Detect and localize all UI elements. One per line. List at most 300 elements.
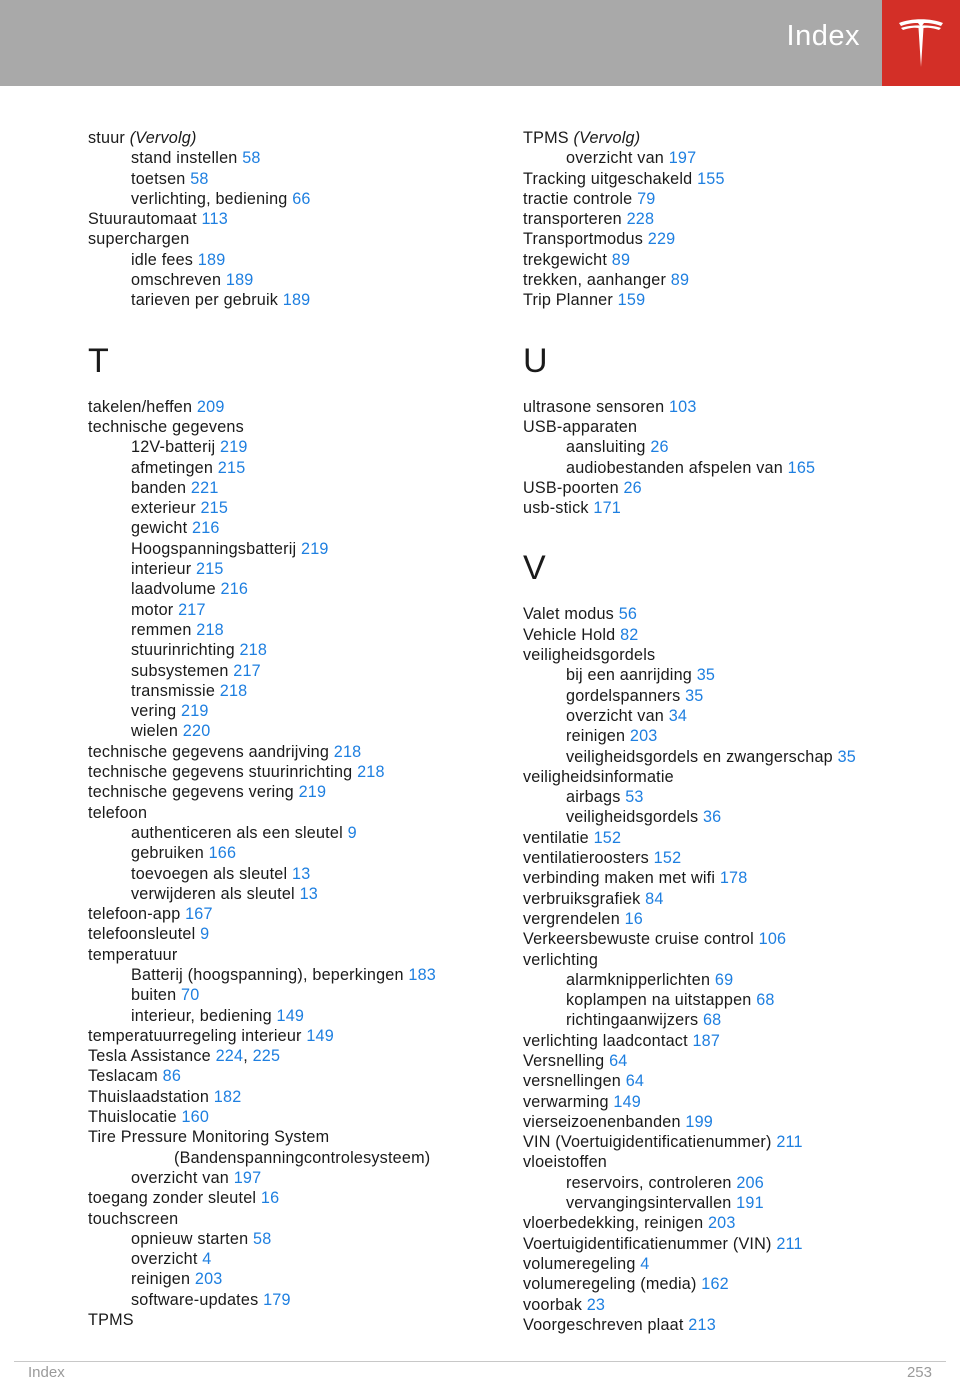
page-link[interactable]: 189 bbox=[282, 291, 311, 310]
index-subentry bbox=[523, 706, 943, 726]
page-link[interactable]: 197 bbox=[668, 149, 697, 168]
index-term: VIN (Voertuigidentificatienummer) bbox=[523, 1133, 772, 1152]
index-term: verlichting, bediening bbox=[131, 189, 288, 208]
index-entry bbox=[523, 1112, 943, 1132]
index-term: stuur bbox=[88, 129, 125, 147]
index-term: voorbak bbox=[523, 1295, 582, 1314]
index-subentry bbox=[88, 721, 498, 741]
index-subentry bbox=[88, 843, 498, 863]
index-term: motor bbox=[131, 600, 174, 619]
page-link[interactable]: 189 bbox=[225, 271, 254, 290]
index-subentry bbox=[523, 787, 943, 807]
page-link[interactable]: 4 bbox=[640, 1254, 650, 1273]
page-link[interactable]: 171 bbox=[593, 499, 621, 518]
page-link[interactable]: 68 bbox=[702, 1011, 722, 1030]
index-term: Tracking uitgeschakeld bbox=[523, 169, 693, 188]
page-link[interactable]: 216 bbox=[220, 580, 249, 599]
index-entry bbox=[523, 270, 943, 290]
page-link[interactable]: 35 bbox=[685, 686, 704, 705]
index-subentry bbox=[523, 437, 943, 457]
page-link[interactable]: 9 bbox=[347, 823, 357, 842]
index-term: aansluiting bbox=[566, 438, 646, 457]
page-link[interactable]: 35 bbox=[696, 666, 716, 685]
index-term: stand instellen bbox=[131, 149, 238, 168]
index-term: banden bbox=[131, 478, 187, 497]
index-term: stuurinrichting bbox=[131, 641, 235, 660]
index-subentry bbox=[88, 1148, 498, 1168]
page-link[interactable]: 70 bbox=[181, 986, 200, 1005]
index-entry bbox=[523, 250, 943, 270]
index-term: wielen bbox=[131, 722, 179, 741]
index-entry: Tesla Assistance 224, 225 bbox=[88, 1047, 281, 1066]
index-term: technische gegevens stuurinrichting bbox=[88, 763, 353, 782]
page-link[interactable]: 89 bbox=[670, 271, 690, 290]
index-term: remmen bbox=[131, 620, 192, 639]
index-subentry bbox=[88, 458, 498, 478]
index-term: superchargen bbox=[88, 230, 190, 249]
page-link[interactable]: 160 bbox=[181, 1108, 210, 1127]
index-term: volumeregeling (media) bbox=[523, 1275, 697, 1294]
index-subentry bbox=[88, 437, 498, 457]
index-entry bbox=[88, 417, 498, 437]
page-link[interactable]: 219 bbox=[298, 783, 327, 802]
index-term: exterieur bbox=[131, 499, 196, 518]
index-term: ultrasone sensoren bbox=[523, 397, 665, 416]
index-term: tarieven per gebruik bbox=[131, 291, 279, 310]
index-term: verlichting bbox=[523, 950, 599, 969]
index-entry bbox=[88, 803, 498, 823]
index-entry bbox=[523, 1234, 943, 1254]
index-subentry bbox=[88, 270, 498, 290]
index-term: vloeistoffen bbox=[523, 1153, 607, 1172]
page-link[interactable]: 224 bbox=[215, 1047, 244, 1066]
index-term: Verkeersbewuste cruise control bbox=[523, 930, 754, 949]
index-subentry bbox=[523, 990, 943, 1010]
index-term: tractie controle bbox=[523, 189, 633, 208]
index-subentry bbox=[88, 1249, 498, 1269]
page-link[interactable]: 26 bbox=[650, 438, 669, 457]
index-entry bbox=[523, 645, 943, 665]
index-term: verlichting laadcontact bbox=[523, 1031, 688, 1050]
page-link[interactable]: 211 bbox=[776, 1133, 803, 1152]
page-link[interactable]: 113 bbox=[201, 210, 228, 229]
index-term: bij een aanrijding bbox=[566, 666, 692, 685]
index-entry bbox=[88, 1127, 498, 1147]
page-link[interactable]: 209 bbox=[196, 397, 225, 416]
index-entry bbox=[523, 229, 943, 249]
page-link[interactable]: 4 bbox=[202, 1250, 212, 1269]
page-link[interactable]: 197 bbox=[233, 1168, 262, 1187]
page-link[interactable]: 218 bbox=[357, 763, 385, 782]
index-entry bbox=[523, 169, 943, 189]
index-term: touchscreen bbox=[88, 1209, 179, 1228]
index-entry bbox=[88, 1087, 498, 1107]
index-subentry bbox=[523, 970, 943, 990]
index-term: USB-apparaten bbox=[523, 417, 638, 436]
page-link[interactable]: 149 bbox=[306, 1026, 334, 1045]
page-link[interactable]: 178 bbox=[719, 869, 748, 888]
page-link[interactable]: 211 bbox=[776, 1234, 803, 1253]
index-term: Transportmodus bbox=[523, 230, 644, 249]
index-term: Tesla Assistance bbox=[88, 1047, 211, 1066]
index-subentry bbox=[88, 148, 498, 168]
index-term: authenticeren als een sleutel bbox=[131, 823, 343, 842]
index-term: Hoogspanningsbatterij bbox=[131, 539, 297, 558]
page-link[interactable]: 84 bbox=[645, 889, 664, 908]
footer-divider bbox=[14, 1361, 946, 1362]
index-term: gewicht bbox=[131, 519, 188, 538]
page-link[interactable]: 216 bbox=[192, 519, 220, 538]
index-term: overzicht bbox=[131, 1250, 198, 1269]
index-term: Trip Planner bbox=[523, 291, 613, 310]
page-link[interactable]: 213 bbox=[688, 1315, 716, 1334]
index-subentry bbox=[88, 1229, 498, 1249]
index-term: richtingaanwijzers bbox=[566, 1011, 699, 1030]
index-entry bbox=[88, 762, 498, 782]
continued-label: (Vervolg) bbox=[573, 129, 641, 147]
index-subentry bbox=[523, 807, 943, 827]
index-term: vloerbedekking, reinigen bbox=[523, 1214, 704, 1233]
index-subentry bbox=[523, 1173, 943, 1193]
page-link[interactable]: 149 bbox=[613, 1092, 641, 1111]
index-subentry bbox=[88, 640, 498, 660]
index-term: reservoirs, controleren bbox=[566, 1173, 732, 1192]
index-term: 12V-batterij bbox=[131, 438, 216, 457]
index-subentry bbox=[88, 1006, 498, 1026]
index-term: temperatuurregeling interieur bbox=[88, 1026, 302, 1045]
index-entry bbox=[523, 1295, 943, 1315]
page-link[interactable]: 9 bbox=[200, 925, 210, 944]
index-entry bbox=[523, 397, 943, 417]
index-column-left bbox=[88, 128, 498, 1330]
index-term: Teslacam bbox=[88, 1067, 158, 1086]
page-link[interactable]: 103 bbox=[668, 397, 697, 416]
index-term: interieur bbox=[131, 560, 192, 579]
index-entry bbox=[88, 1066, 498, 1086]
page-link[interactable]: 155 bbox=[697, 169, 725, 188]
page-link[interactable]: 64 bbox=[625, 1072, 645, 1091]
index-subentry bbox=[523, 686, 943, 706]
index-entry bbox=[523, 498, 943, 518]
index-subentry bbox=[88, 478, 498, 498]
index-entry bbox=[523, 128, 943, 148]
page-link[interactable]: 152 bbox=[653, 849, 682, 868]
page-link[interactable]: 35 bbox=[837, 747, 856, 766]
index-term: veiligheidsgordels bbox=[523, 646, 656, 665]
index-term: technische gegevens bbox=[88, 417, 244, 436]
index-entry bbox=[88, 945, 498, 965]
page-link[interactable]: 34 bbox=[668, 706, 688, 725]
index-entry bbox=[88, 209, 498, 229]
page-link[interactable]: 218 bbox=[333, 742, 362, 761]
page-link[interactable]: 58 bbox=[242, 149, 261, 168]
footer-page-number: 253 bbox=[906, 1364, 932, 1381]
index-entry bbox=[523, 478, 943, 498]
page-link[interactable]: 165 bbox=[787, 458, 816, 477]
index-term: opnieuw starten bbox=[131, 1229, 249, 1248]
page-link[interactable]: 162 bbox=[701, 1275, 729, 1294]
index-term: overzicht van bbox=[566, 149, 664, 168]
index-entry bbox=[523, 189, 943, 209]
index-entry bbox=[88, 904, 498, 924]
continued-label: (Vervolg) bbox=[129, 129, 197, 147]
index-subentry bbox=[88, 661, 498, 681]
page-link[interactable]: 215 bbox=[200, 499, 229, 518]
index-entry bbox=[523, 290, 943, 310]
index-entry bbox=[523, 1051, 943, 1071]
index-term: Stuurautomaat bbox=[88, 210, 197, 229]
index-entry bbox=[523, 1071, 943, 1091]
index-subentry bbox=[88, 579, 498, 599]
page-link[interactable]: 13 bbox=[292, 864, 311, 883]
index-subentry bbox=[88, 965, 498, 985]
index-entry bbox=[523, 889, 943, 909]
index-term: vergrendelen bbox=[523, 909, 620, 928]
page-link[interactable]: 203 bbox=[194, 1270, 223, 1289]
index-term: gordelspanners bbox=[566, 686, 681, 705]
index-term: veiligheidsinformatie bbox=[523, 767, 674, 786]
index-entry bbox=[523, 1031, 943, 1051]
page-link[interactable]: 203 bbox=[707, 1214, 736, 1233]
page-link[interactable]: 68 bbox=[756, 991, 775, 1010]
index-term: telefoonsleutel bbox=[88, 925, 196, 944]
index-entry bbox=[523, 209, 943, 229]
index-term: interieur, bediening bbox=[131, 1006, 272, 1025]
index-subentry bbox=[88, 884, 498, 904]
index-term: Versnelling bbox=[523, 1051, 605, 1070]
index-term: trekgewicht bbox=[523, 250, 608, 269]
index-subentry bbox=[88, 985, 498, 1005]
page-link[interactable]: 89 bbox=[611, 250, 631, 269]
index-term: audiobestanden afspelen van bbox=[566, 458, 783, 477]
page-link[interactable]: 82 bbox=[620, 625, 639, 644]
index-entry bbox=[523, 848, 943, 868]
index-entry bbox=[88, 782, 498, 802]
index-term: airbags bbox=[566, 788, 621, 807]
index-term: ventilatieroosters bbox=[523, 849, 649, 868]
index-term: reinigen bbox=[131, 1270, 191, 1289]
index-column-right bbox=[523, 128, 943, 1335]
index-term: transmissie bbox=[131, 681, 216, 700]
index-term: alarmknipperlichten bbox=[566, 970, 711, 989]
page-link[interactable]: 26 bbox=[623, 478, 642, 497]
index-subentry bbox=[523, 747, 943, 767]
index-term: reinigen bbox=[566, 727, 626, 746]
index-subentry bbox=[88, 539, 498, 559]
index-subentry bbox=[523, 148, 943, 168]
index-term: transporteren bbox=[523, 210, 622, 229]
index-entry bbox=[523, 1213, 943, 1233]
index-entry bbox=[88, 128, 498, 148]
page-link[interactable]: 53 bbox=[625, 788, 644, 807]
index-term: subsystemen bbox=[131, 661, 229, 680]
index-subentry bbox=[523, 665, 943, 685]
index-entry bbox=[523, 767, 943, 787]
page-link[interactable]: 217 bbox=[233, 661, 261, 680]
index-entry bbox=[88, 1107, 498, 1127]
page-link[interactable]: 66 bbox=[292, 189, 311, 208]
page-link[interactable]: 167 bbox=[185, 905, 213, 924]
index-term: temperatuur bbox=[88, 945, 178, 964]
index-subentry bbox=[88, 823, 498, 843]
index-term: Thuislocatie bbox=[88, 1108, 177, 1127]
page-link[interactable]: 152 bbox=[593, 828, 622, 847]
page-link[interactable]: 16 bbox=[260, 1189, 280, 1208]
index-subentry bbox=[88, 1269, 498, 1289]
section-letter: T bbox=[88, 341, 109, 380]
index-entry bbox=[523, 625, 943, 645]
page-link[interactable]: 191 bbox=[736, 1194, 764, 1213]
page-link[interactable]: 219 bbox=[220, 438, 248, 457]
page-link[interactable]: 183 bbox=[408, 965, 436, 984]
index-term: Voertuigidentificatienummer (VIN) bbox=[523, 1234, 772, 1253]
index-term: verbruiksgrafiek bbox=[523, 889, 641, 908]
index-entry bbox=[88, 1026, 498, 1046]
index-subentry bbox=[523, 1193, 943, 1213]
index-term: veiligheidsgordels en zwangerschap bbox=[566, 747, 833, 766]
page-link[interactable]: 179 bbox=[263, 1290, 291, 1309]
index-entry bbox=[523, 868, 943, 888]
page-link[interactable]: 206 bbox=[736, 1173, 764, 1192]
page-link[interactable]: 218 bbox=[239, 641, 268, 660]
page-link[interactable]: 149 bbox=[276, 1006, 305, 1025]
index-term: verbinding maken met wifi bbox=[523, 869, 716, 888]
page-link[interactable]: 79 bbox=[637, 189, 656, 208]
index-entry bbox=[523, 1254, 943, 1274]
index-entry bbox=[88, 1209, 498, 1229]
page-link[interactable]: 58 bbox=[190, 169, 209, 188]
page-link[interactable]: 219 bbox=[181, 702, 209, 721]
page-link[interactable]: 182 bbox=[213, 1087, 242, 1106]
index-entry bbox=[523, 1132, 943, 1152]
index-term: technische gegevens aandrijving bbox=[88, 742, 330, 761]
page-link[interactable]: 199 bbox=[685, 1112, 714, 1131]
tesla-logo bbox=[882, 0, 960, 86]
index-entry bbox=[523, 1274, 943, 1294]
index-term: versnellingen bbox=[523, 1072, 621, 1091]
page-link[interactable]: 69 bbox=[714, 970, 734, 989]
index-term: veiligheidsgordels bbox=[566, 808, 699, 827]
page-link[interactable]: 13 bbox=[299, 884, 318, 903]
index-subentry bbox=[88, 498, 498, 518]
page-link[interactable]: 218 bbox=[219, 681, 248, 700]
page-link[interactable]: 36 bbox=[702, 808, 722, 827]
index-term: Valet modus bbox=[523, 605, 614, 624]
index-term: toevoegen als sleutel bbox=[131, 864, 288, 883]
index-term: laadvolume bbox=[131, 580, 216, 599]
page-link[interactable]: 159 bbox=[617, 291, 646, 310]
page-link[interactable]: 225 bbox=[252, 1047, 281, 1066]
page-link[interactable]: 221 bbox=[190, 478, 219, 497]
page-link[interactable]: 58 bbox=[253, 1229, 272, 1248]
index-term: vervangingsintervallen bbox=[566, 1194, 732, 1213]
index-subentry bbox=[88, 1168, 498, 1188]
index-term: toetsen bbox=[131, 169, 186, 188]
index-term: overzicht van bbox=[131, 1168, 229, 1187]
index-subentry bbox=[88, 290, 498, 310]
page-link[interactable]: 220 bbox=[182, 722, 211, 741]
page-link[interactable]: 56 bbox=[618, 605, 638, 624]
index-entry bbox=[523, 1315, 943, 1335]
index-term: koplampen na uitstappen bbox=[566, 991, 752, 1010]
page-link[interactable]: 203 bbox=[629, 727, 658, 746]
tesla-logo-icon bbox=[897, 17, 945, 69]
index-entry bbox=[88, 742, 498, 762]
section-letter: U bbox=[523, 341, 548, 380]
index-subentry bbox=[523, 1010, 943, 1030]
index-term: vering bbox=[131, 702, 177, 721]
index-term: telefoon bbox=[88, 803, 148, 822]
index-term: Tire Pressure Monitoring System bbox=[88, 1128, 330, 1147]
section-letter: V bbox=[523, 549, 546, 588]
index-term: afmetingen bbox=[131, 458, 214, 477]
index-term: telefoon-app bbox=[88, 905, 181, 924]
page-link[interactable]: 217 bbox=[178, 600, 206, 619]
index-entry bbox=[523, 604, 943, 624]
index-term: Batterij (hoogspanning), beperkingen bbox=[131, 965, 404, 984]
index-subentry bbox=[88, 620, 498, 640]
index-term: Vehicle Hold bbox=[523, 625, 616, 644]
index-subentry bbox=[88, 250, 498, 270]
index-term: buiten bbox=[131, 986, 177, 1005]
index-term: idle fees bbox=[131, 250, 194, 269]
page-link[interactable]: 189 bbox=[197, 250, 226, 269]
index-term: overzicht van bbox=[566, 706, 664, 725]
index-term: toegang zonder sleutel bbox=[88, 1189, 257, 1208]
footer-section-label: Index bbox=[28, 1364, 65, 1381]
header-title: Index bbox=[786, 20, 860, 52]
index-entry bbox=[523, 1092, 943, 1112]
index-entry bbox=[88, 229, 498, 249]
index-subentry bbox=[523, 458, 943, 478]
index-subentry bbox=[88, 681, 498, 701]
index-term: volumeregeling bbox=[523, 1254, 636, 1273]
index-entry bbox=[523, 929, 943, 949]
page-link[interactable]: 187 bbox=[692, 1031, 721, 1050]
page-link[interactable]: 16 bbox=[624, 909, 644, 928]
index-term: verwarming bbox=[523, 1092, 609, 1111]
page-link[interactable]: 215 bbox=[196, 560, 224, 579]
page-link[interactable]: 23 bbox=[586, 1295, 606, 1314]
index-entry bbox=[523, 950, 943, 970]
index-subentry bbox=[88, 600, 498, 620]
page-link[interactable]: 228 bbox=[626, 210, 655, 229]
index-subentry bbox=[88, 169, 498, 189]
index-subentry bbox=[88, 1290, 498, 1310]
page-link[interactable]: 64 bbox=[609, 1051, 628, 1070]
index-term: Voorgeschreven plaat bbox=[523, 1315, 684, 1334]
index-entry bbox=[88, 924, 498, 944]
index-subentry bbox=[88, 559, 498, 579]
index-term: Thuislaadstation bbox=[88, 1087, 210, 1106]
page-link[interactable]: 106 bbox=[758, 930, 787, 949]
index-entry bbox=[523, 1152, 943, 1172]
index-subentry bbox=[88, 701, 498, 721]
index-entry bbox=[88, 1188, 498, 1208]
page-header bbox=[0, 0, 960, 86]
index-entry bbox=[523, 828, 943, 848]
page-link[interactable]: 166 bbox=[208, 844, 237, 863]
index-subentry bbox=[88, 189, 498, 209]
index-term: USB-poorten bbox=[523, 478, 619, 497]
page-link[interactable]: 215 bbox=[217, 458, 246, 477]
page-link[interactable]: 218 bbox=[196, 620, 224, 639]
index-term: TPMS bbox=[88, 1311, 134, 1330]
page-link[interactable]: 229 bbox=[647, 230, 676, 249]
index-subentry bbox=[88, 864, 498, 884]
page-link[interactable]: 86 bbox=[162, 1067, 182, 1086]
page-link[interactable]: 219 bbox=[301, 539, 329, 558]
